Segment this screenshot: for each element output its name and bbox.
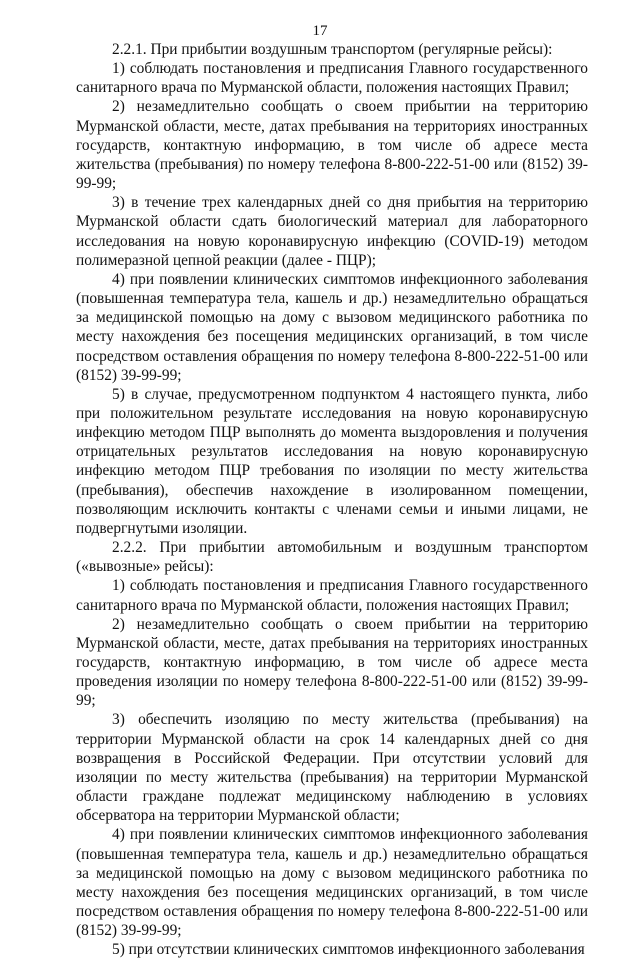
document-body xyxy=(76,40,588,960)
paragraph-2-2-2-item-1: 1) соблюдать постановления и предписания Главного государственного санитарного врача по Мурманской области, положения настоящих Правил; xyxy=(76,577,588,614)
paragraph-2-2-1-heading: 2.2.1. При прибытии воздушным транспортом (регулярные рейсы): xyxy=(112,41,553,58)
paragraph-2-2-2-item-2: 2) незамедлительно сообщать о своем прибытии на территорию Мурманской области, месте, датах пребывания на территориях иностранных государств, контактную информацию, в том числе об адресе места проведения изоляции по номеру телефона 8-800-222-51-00 или (8152) 39-99-99; xyxy=(76,615,588,710)
paragraph-2-2-2-heading: 2.2.2. При прибытии автомобильным и воздушным транспортом («вывозные» рейсы): xyxy=(76,539,588,576)
paragraph-2-2-1-item-2: 2) незамедлительно сообщать о своем прибытии на территорию Мурманской области, месте, датах пребывания на территориях иностранных государств, контактную информацию, в том числе об адресе места жительства (пребывания) по номеру телефона 8-800-222-51-00 или (8152) 39-99-99; xyxy=(76,98,588,193)
paragraph-2-2-1-item-4: 4) при появлении клинических симптомов инфекционного заболевания (повышенная температура тела, кашель и др.) незамедлительно обращаться за медицинской помощью на дому с вызовом медицинского работника по месту нахождения без посещения медицинских организаций, в том числе посредством оставления обращения по номеру телефона 8-800-222-51-00 или (8152) 39-99-99; xyxy=(76,270,588,384)
paragraph-2-2-2-item-3: 3) обеспечить изоляцию по месту жительства (пребывания) на территории Мурманской области на срок 14 календарных дней со дня возвращения в Российской Федерации. При отсутствии условий для изоляции по месту жительства (пребывания) на территории Мурманской области граждане подлежат медицинскому наблюдению в условиях обсерватора на территории Мурманской области; xyxy=(76,711,588,825)
paragraph-2-2-1-item-5: 5) в случае, предусмотренном подпунктом 4 настоящего пункта, либо при положительном результате исследования на новую коронавирусную инфекцию методом ПЦР выполнять до момента выздоровления и получения отрицательных результатов исследования на новую коронавирусную инфекцию методом ПЦР требования по изоляции по месту жительства (пребывания), обеспечив нахождение в изолированном помещении, позволяющим исключить контакты с членами семьи и иными лицами, не подвергнутыми изоляции. xyxy=(76,385,588,537)
paragraph-2-2-2-item-5: 5) при отсутствии клинических симптомов инфекционного заболевания xyxy=(112,941,585,959)
paragraph-2-2-1-item-3: 3) в течение трех календарных дней со дня прибытия на территорию Мурманской области сдать биологический материал для лабораторного исследования на новую коронавирусную инфекцию (COVID-19) методом полимеразной цепной реакции (далее - ПЦР); xyxy=(76,194,588,269)
paragraph-2-2-2-item-4: 4) при появлении клинических симптомов инфекционного заболевания (повышенная температура тела, кашель и др.) незамедлительно обращаться за медицинской помощью на дому с вызовом медицинского работника по месту нахождения без посещения медицинских организаций, в том числе посредством оставления обращения по номеру телефона 8-800-222-51-00 или (8152) 39-99-99; xyxy=(76,826,588,940)
page-number: 17 xyxy=(312,23,328,39)
paragraph-2-2-1-item-1: 1) соблюдать постановления и предписания Главного государственного санитарного врача по Мурманской области, положения настоящих Правил; xyxy=(76,60,588,97)
